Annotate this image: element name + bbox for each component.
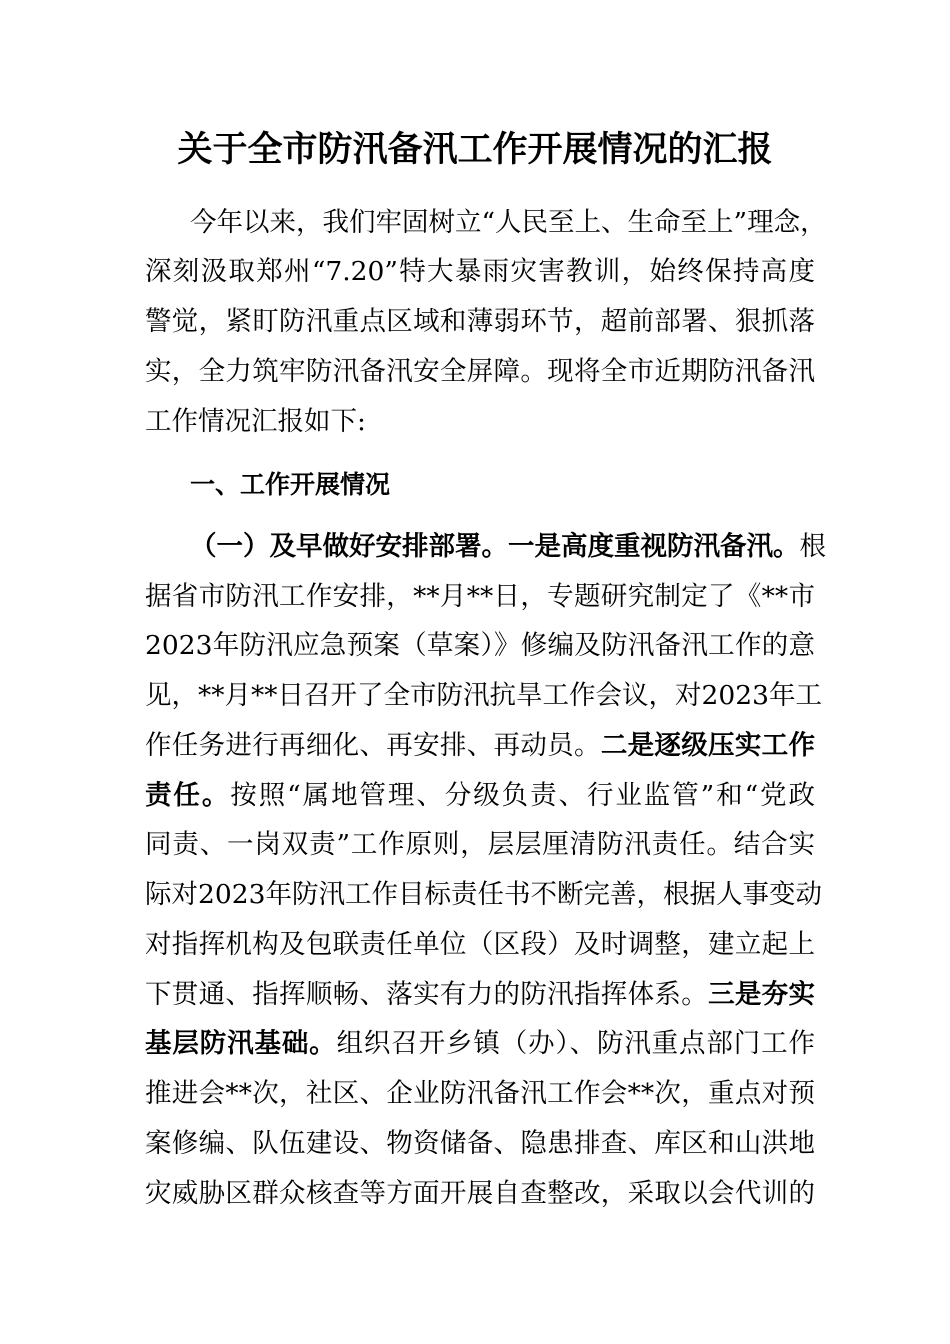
point-heading: 二是逐级压实工作: [600, 730, 815, 761]
intro-line: 今年以来，我们牢固树立“人民至上、生命至上”理念，: [190, 207, 827, 238]
paragraph-line: 据省市防汛工作安排，**月**日，专题研究制定了《**市: [145, 581, 815, 612]
paragraph-line: 推进会**次，社区、企业防汛备汛工作会**次，重点对预: [145, 1078, 815, 1109]
paragraph-text: 作任务进行再细化、再安排、再动员。: [145, 730, 601, 761]
intro-line: 实，全力筑牢防汛备汛安全屏障。现将全市近期防汛备汛: [145, 356, 815, 387]
intro-line: 工作情况汇报如下:: [145, 406, 366, 437]
point-heading: 责任。: [145, 780, 231, 811]
section-heading: 一、工作开展情况: [190, 470, 391, 499]
paragraph-line: [145, 776, 815, 816]
paragraph-line: 同责、一岗双责”工作原则，层层厘清防汛责任。结合实: [145, 829, 815, 860]
paragraph-text: 根: [799, 531, 826, 562]
paragraph-line: [190, 527, 826, 567]
intro-line: 警觉，紧盯防汛重点区域和薄弱环节，超前部署、狠抓落: [145, 306, 815, 337]
point-heading: 基层防汛基础。: [145, 1028, 337, 1059]
point-heading: 一是高度重视防汛备汛。: [508, 531, 800, 562]
paragraph-text: 下贯通、指挥顺畅、落实有力的防汛指挥体系。: [145, 979, 709, 1010]
point-heading: 三是夯实: [708, 979, 815, 1010]
paragraph-line: 灾威胁区群众核查等方面开展自查整改，采取以会代训的: [145, 1178, 815, 1209]
paragraph-line: 案修编、队伍建设、物资储备、隐患排查、库区和山洪地: [145, 1128, 815, 1159]
paragraph-line: 对指挥机构及包联责任单位（区段）及时调整，建立起上: [145, 929, 815, 960]
paragraph-line: [145, 1024, 815, 1064]
paragraph-line: [145, 975, 815, 1015]
paragraph-line: 2023年防汛应急预案（草案）》修编及防汛备汛工作的意: [145, 630, 815, 661]
paragraph-line: 际对2023年防汛工作目标责任书不断完善，根据人事变动: [145, 879, 822, 910]
document-title: 关于全市防汛备汛工作开展情况的汇报: [177, 129, 773, 170]
paragraph-line: 见，**月**日召开了全市防汛抗旱工作会议，对2023年工: [145, 680, 822, 711]
paragraph-line: [145, 726, 815, 766]
intro-line: 深刻汲取郑州“7.20”特大暴雨灾害教训，始终保持高度: [145, 256, 815, 287]
subsection-heading: （一）及早做好安排部署。: [190, 531, 508, 562]
paragraph-text: 按照“属地管理、分级负责、行业监管”和“党政: [230, 780, 815, 811]
paragraph-text: 组织召开乡镇（办）、防汛重点部门工作: [336, 1028, 816, 1059]
